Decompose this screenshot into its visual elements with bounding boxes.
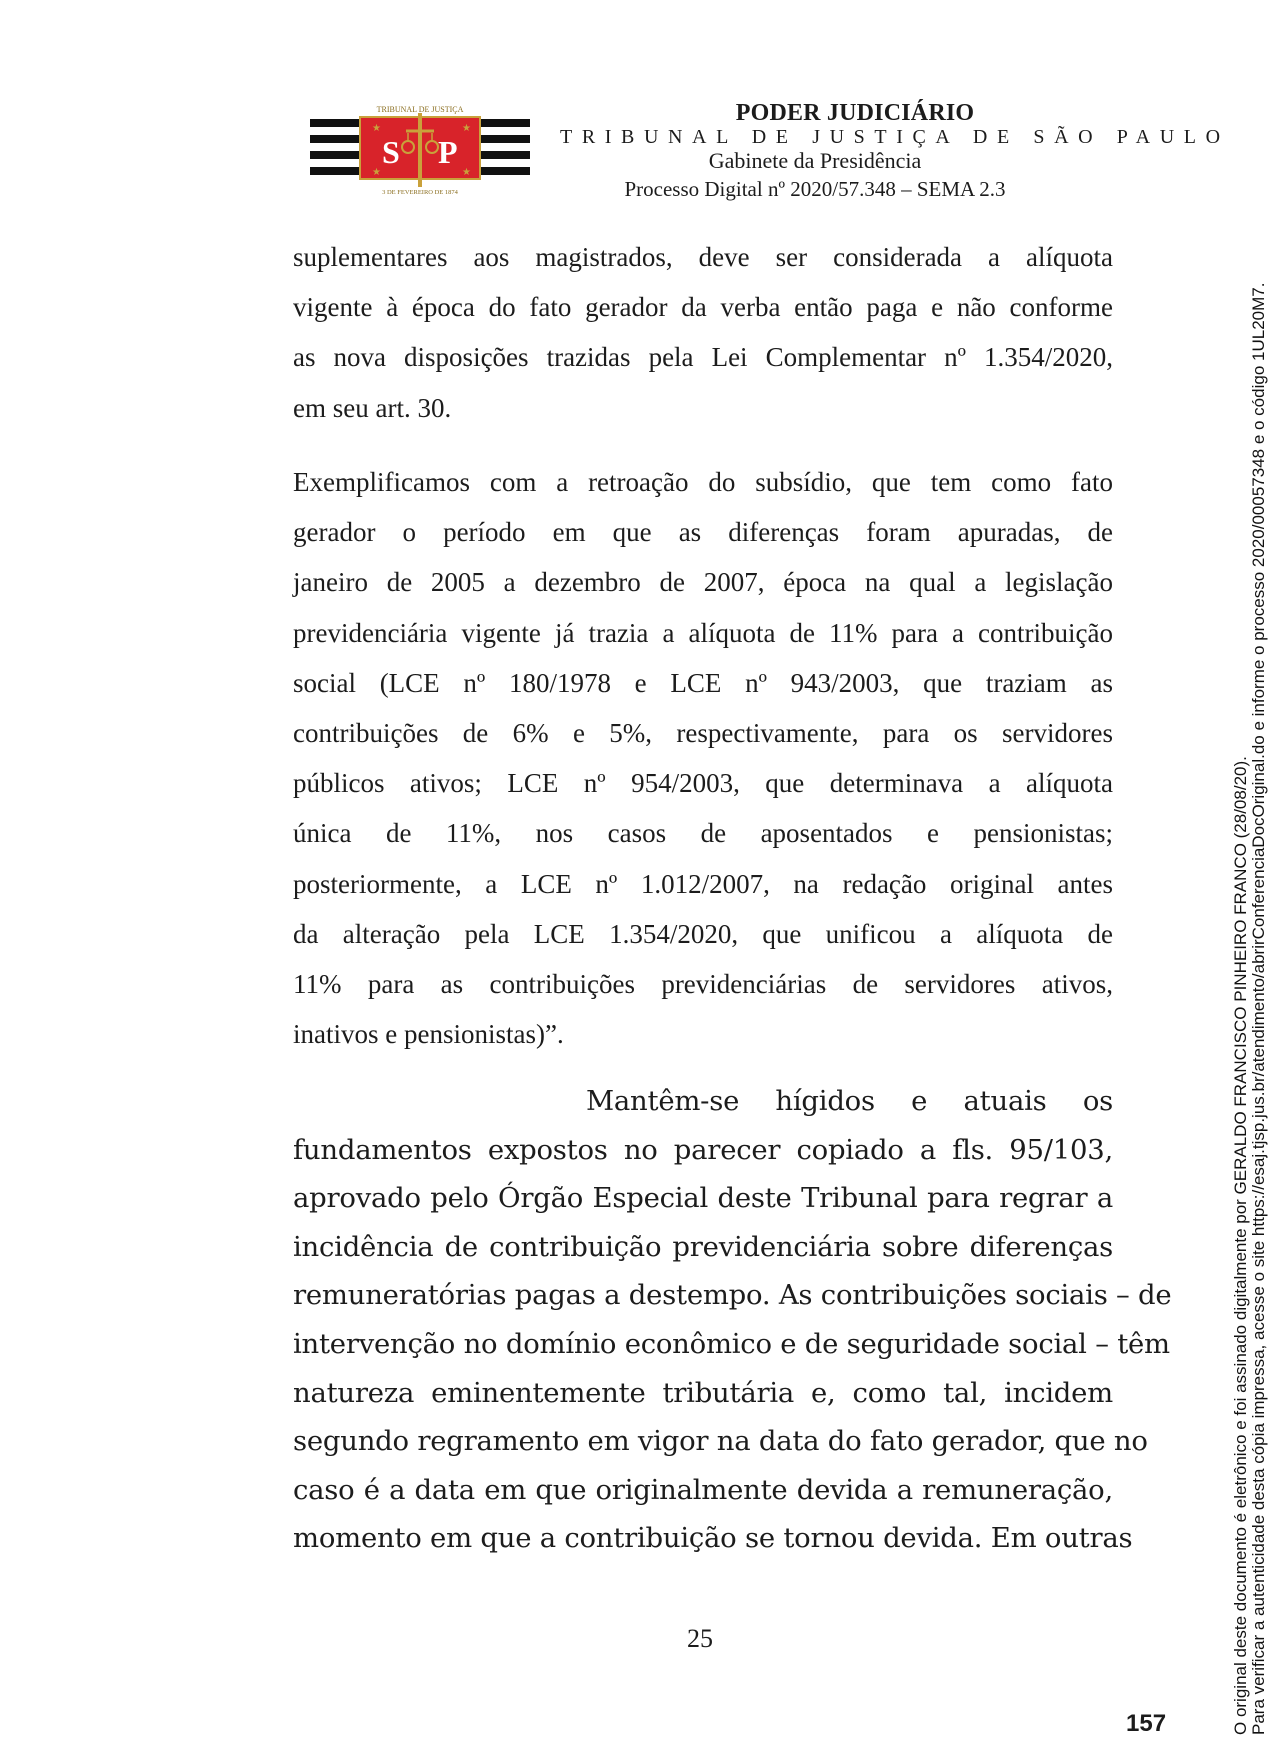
authenticity-note-line-1: O original deste documento é eletrônico e foi assinado digitalmente por GERALDO FRANCISCO PINHEIRO FRANCO (28/08/20). [1231, 756, 1250, 1735]
header-office: Gabinete da Presidência [708, 148, 922, 173]
text-line: contribuições de 6% e 5%, respectivamente, para os servidores [293, 718, 1113, 749]
seal-letter-p: P [438, 134, 458, 170]
text-line: em seu art. 30. [293, 392, 452, 423]
text-line: inativos e pensionistas)”. [293, 1019, 564, 1050]
text-line: públicos ativos; LCE nº 954/2003, que determinava a alíquota [293, 768, 1113, 799]
svg-text:★: ★ [462, 123, 471, 134]
seal-bottom-text: 3 DE FEVEREIRO DE 1874 [382, 189, 458, 196]
text-line: janeiro de 2005 a dezembro de 2007, época na qual a legislação [293, 567, 1113, 598]
text-line: 11% para as contribuições previdenciárias de servidores ativos, [293, 969, 1113, 1000]
court-seal-logo [310, 103, 530, 195]
text-line: gerador o período em que as diferenças foram apuradas, de [293, 517, 1113, 548]
text-line: natureza eminentemente tributária e, como tal, incidem [293, 1376, 1113, 1409]
text-line: fundamentos expostos no parecer copiado a fls. 95/103, [293, 1133, 1113, 1166]
text-line: momento em que a contribuição se tornou devida. Em outras [293, 1522, 1133, 1555]
header-title: PODER JUDICIÁRIO [735, 100, 975, 126]
text-line: única de 11%, nos casos de aposentados e pensionistas; [293, 818, 1113, 849]
text-line: segundo regramento em vigor na data do fato gerador, que no [293, 1425, 1148, 1458]
text-line: as nova disposições trazidas pela Lei Complementar nº 1.354/2020, [293, 342, 1113, 373]
text-line: posteriormente, a LCE nº 1.012/2007, na redação original antes [293, 868, 1113, 899]
svg-text:★: ★ [372, 167, 381, 178]
paragraph-2 [293, 457, 1113, 1059]
text-line: vigente à época do fato gerador da verba então paga e não conforme [293, 292, 1113, 323]
text-line: Mantêm-se hígidos e atuais os [586, 1085, 1113, 1117]
text-line: previdenciária vigente já trazia a alíquota de 11% para a contribuição [293, 617, 1113, 648]
text-line: social (LCE nº 180/1978 e LCE nº 943/2003, que traziam as [293, 667, 1113, 698]
text-line: remuneratórias pagas a destempo. As contribuições sociais – de [293, 1279, 1172, 1312]
text-line: suplementares aos magistrados, deve ser considerada a alíquota [293, 242, 1113, 272]
seal-top-text: TRIBUNAL DE JUSTIÇA [376, 105, 464, 114]
authenticity-note [1232, 275, 1268, 1735]
paragraph-3 [293, 1077, 1172, 1563]
paragraph-1 [293, 232, 1113, 433]
text-line: da alteração pela LCE 1.354/2020, que unificou a alíquota de [293, 918, 1113, 949]
text-line: aprovado pelo Órgão Especial deste Tribunal para regrar a [293, 1182, 1113, 1215]
text-line: Exemplificamos com a retroação do subsídio, que tem como fato [293, 467, 1113, 497]
text-line: caso é a data em que originalmente devida a remuneração, [293, 1473, 1113, 1506]
letterhead [540, 100, 1230, 202]
seal-letter-s: S [382, 134, 400, 170]
svg-text:★: ★ [372, 123, 381, 134]
header-process-number: Processo Digital nº 2020/57.348 – SEMA 2.3 [624, 177, 1006, 201]
authenticity-note-line-2: Para verificar a autenticidade desta cópia impressa, acesse o site https://esaj.tjsp.jus.br/atendimento/abrirConferenciaDocOriginal.do e informe o processo 2020/00057348 e o código 1UL20M7. [1249, 282, 1268, 1735]
text-line: intervenção no domínio econômico e de seguridade social – têm [293, 1327, 1170, 1360]
text-line: incidência de contribuição previdenciária sobre diferenças [293, 1230, 1113, 1263]
header-subtitle: TRIBUNAL DE JUSTIÇA DE SÃO PAULO [560, 126, 1230, 148]
folio-number: 157 [1126, 1710, 1167, 1737]
page-number: 25 [687, 1624, 713, 1653]
svg-text:★: ★ [462, 167, 471, 178]
